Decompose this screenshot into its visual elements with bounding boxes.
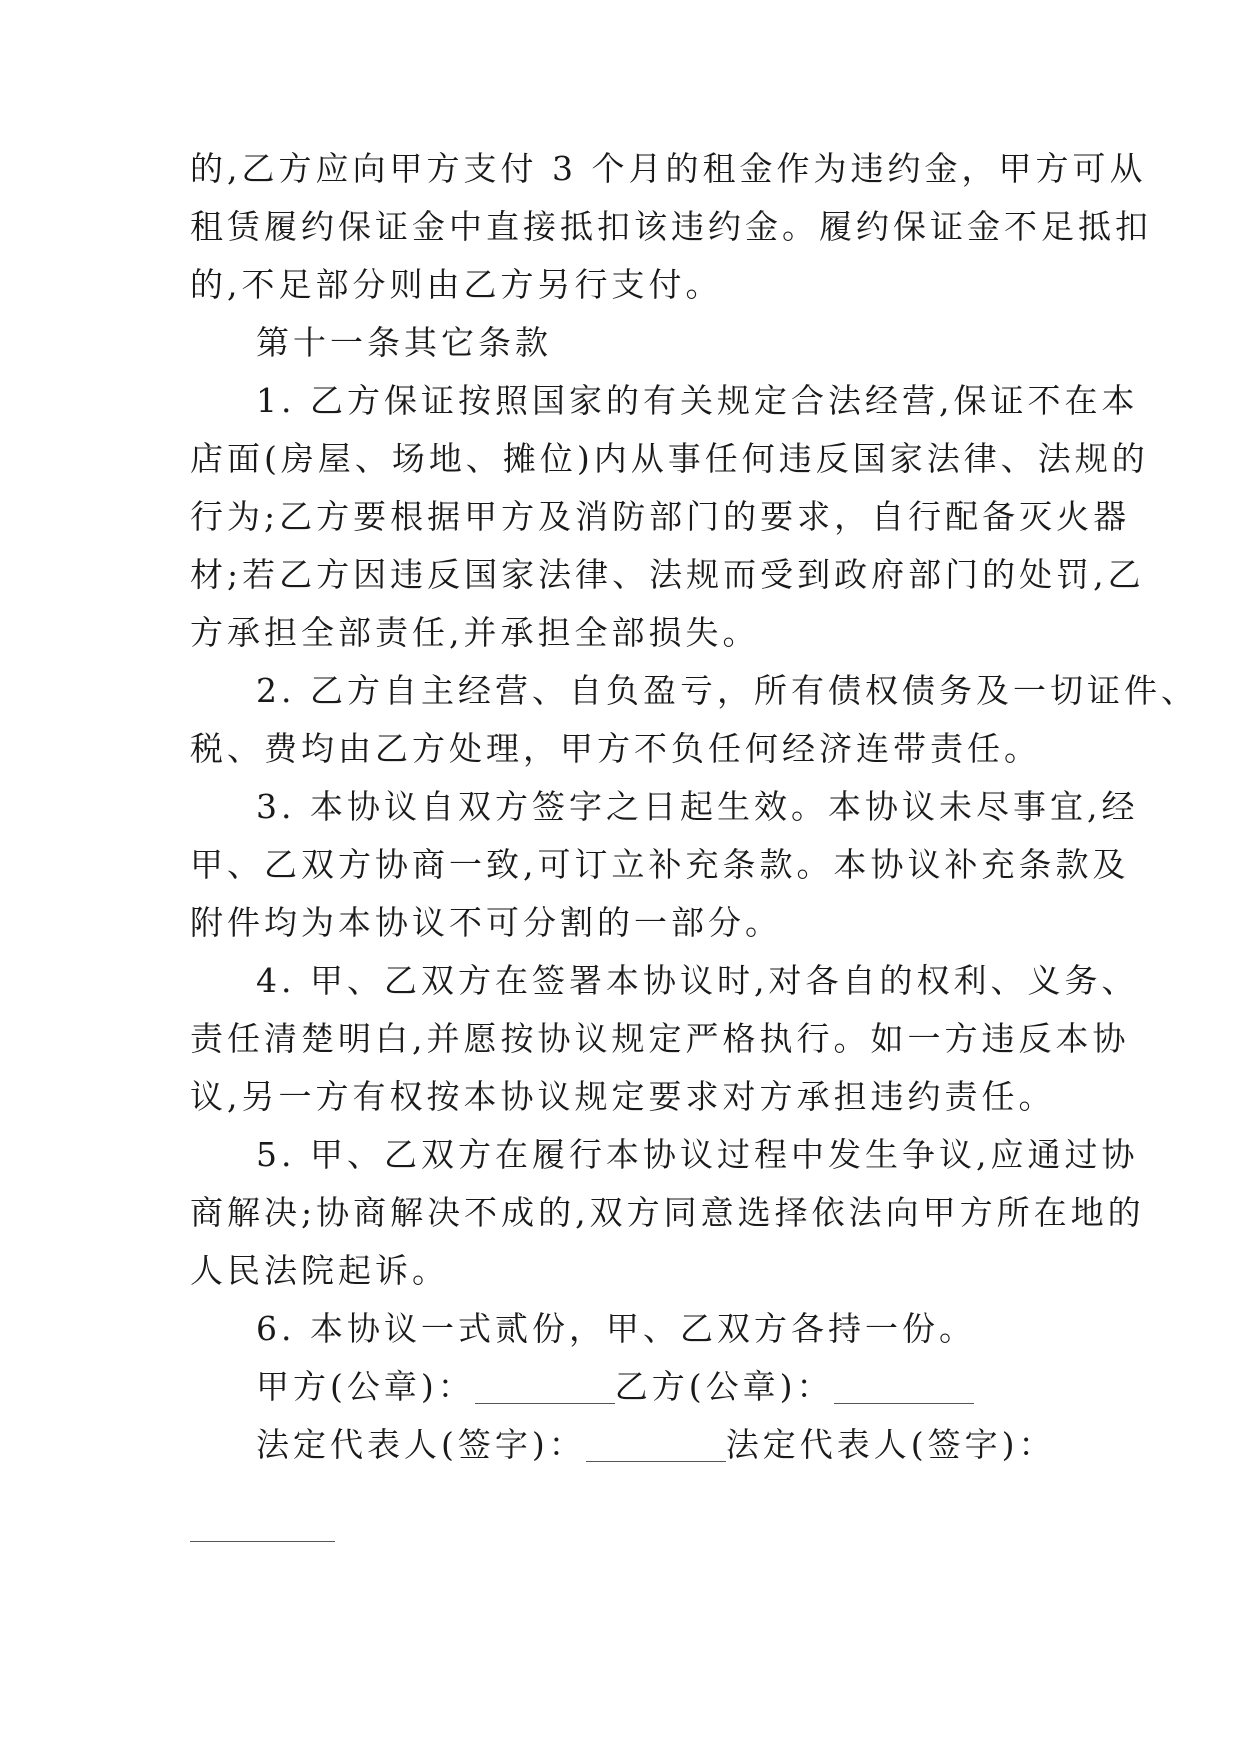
paragraph-line: 责任清楚明白,并愿按协议规定严格执行。如一方违反本协 (190, 1019, 1130, 1058)
paragraph-line: 4. 甲、乙双方在签署本协议时,对各自的权利、义务、 (256, 961, 1139, 1000)
paragraph-line: 租赁履约保证金中直接抵扣该违约金。履约保证金不足抵扣 (190, 207, 1152, 246)
seal-line (190, 1358, 1060, 1416)
paragraph-line: 人民法院起诉。 (190, 1251, 449, 1290)
paragraph-line: 3. 本协议自双方签字之日起生效。本协议未尽事宜,经 (256, 787, 1139, 826)
paragraph-line: 议,另一方有权按本协议规定要求对方承担违约责任。 (190, 1077, 1056, 1116)
paragraph-line: 店面(房屋、场地、摊位)内从事任何违反国家法律、法规的 (190, 439, 1149, 478)
paragraph-line: 的,不足部分则由乙方另行支付。 (190, 265, 723, 304)
paragraph-line: 附件均为本协议不可分割的一部分。 (190, 903, 782, 942)
paragraph-line: 行为;乙方要根据甲方及消防部门的要求，自行配备灭火器 (190, 497, 1131, 536)
document-page (190, 140, 1198, 1474)
paragraph-line: 材;若乙方因违反国家法律、法规而受到政府部门的处罚,乙 (190, 555, 1145, 594)
paragraph-line: 5. 甲、乙双方在履行本协议过程中发生争议,应通过协 (256, 1135, 1139, 1174)
paragraph-line: 1. 乙方保证按照国家的有关规定合法经营,保证不在本 (256, 381, 1139, 420)
representative-line (190, 1416, 1060, 1474)
party-a-rep-label: 法定代表人(签字)： (256, 1425, 586, 1464)
paragraph-line: 2. 乙方自主经营、自负盈亏，所有债权债务及一切证件、 (256, 671, 1198, 710)
paragraph-line: 的,乙方应向甲方支付 3 个月的租金作为违约金，甲方可从 (190, 149, 1147, 188)
paragraph-line: 6. 本协议一式贰份，甲、乙双方各持一份。 (256, 1309, 976, 1348)
party-a-seal-label: 甲方(公章)： (256, 1367, 475, 1406)
party-b-rep-blank (190, 1541, 335, 1542)
party-a-rep-blank (586, 1460, 726, 1462)
party-b-seal-label: 乙方(公章)： (614, 1367, 834, 1406)
section-heading: 第十一条其它条款 (256, 323, 552, 362)
paragraph-line: 商解决;协商解决不成的,双方同意选择依法向甲方所在地的 (190, 1193, 1145, 1232)
paragraph-line: 方承担全部责任,并承担全部损失。 (190, 613, 760, 652)
party-b-seal-blank (834, 1402, 974, 1404)
party-a-seal-blank (475, 1402, 615, 1404)
party-b-rep-label: 法定代表人(签字)： (725, 1425, 1056, 1464)
paragraph-line: 甲、乙双方协商一致,可订立补充条款。本协议补充条款及 (190, 845, 1130, 884)
paragraph-line: 税、费均由乙方处理，甲方不负任何经济连带责任。 (190, 729, 1041, 768)
